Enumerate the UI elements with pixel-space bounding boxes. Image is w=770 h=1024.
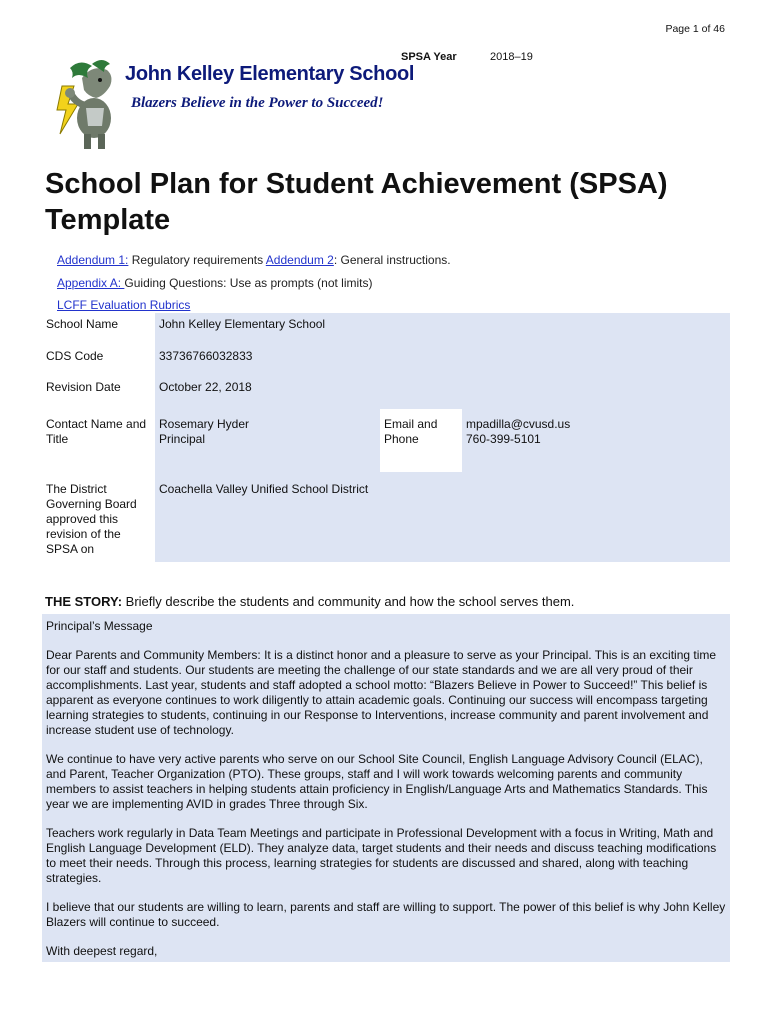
table-row xyxy=(42,345,730,376)
revision-date-label: Revision Date xyxy=(42,376,155,409)
appendix-a-link[interactable]: Appendix A: xyxy=(57,276,125,290)
spsa-year-value: 2018–19 xyxy=(490,51,533,63)
addendum-2-text: : General instructions. xyxy=(333,253,451,267)
story-prompt-text: Briefly describe the students and community and how the school serves them. xyxy=(122,594,575,609)
appendix-reference-line xyxy=(57,276,372,290)
email-phone-value[interactable] xyxy=(462,409,730,472)
message-title: Principal’s Message xyxy=(46,619,153,633)
message-paragraph: We continue to have very active parents who serve on our School Site Council, English Language Advisory Council (ELAC), and Parent, Teacher Organization (PTO). These groups, staff and I will work towards welcoming parents and community members to assist teachers in helping students attain proficiency in English/Language Arts and Mathematics Standards. This year we are implementing AVID in grades Three through Six. xyxy=(46,752,708,811)
cds-code-label: CDS Code xyxy=(42,345,155,376)
page-number: Page 1 of 46 xyxy=(665,23,725,35)
message-paragraph: I believe that our students are willing to learn, parents and staff are willing to support. The power of this belief is why John Kelley Blazers will continue to succeed. xyxy=(46,900,726,929)
logo-school-name: John Kelley Elementary School xyxy=(125,63,415,85)
appendix-a-text: Guiding Questions: Use as prompts (not limits) xyxy=(124,276,373,290)
logo-motto: Blazers Believe in the Power to Succeed! xyxy=(131,95,384,111)
table-row xyxy=(42,376,730,409)
addendum-reference-line xyxy=(57,253,451,267)
table-row xyxy=(42,313,730,345)
rubrics-reference-line xyxy=(57,298,190,312)
principal-message-box[interactable] xyxy=(42,614,730,962)
spsa-year-label: SPSA Year xyxy=(401,51,457,63)
email-phone-label: Email and Phone xyxy=(380,409,462,472)
school-info-table xyxy=(42,313,730,562)
message-paragraph: Dear Parents and Community Members: It is a distinct honor and a pleasure to serve as your Principal. This is an exciting time for our staff and students. Our students are meeting the challenge of our state standards and we are all very proud of their accomplishments. Last year, students and staff adopted a school motto: “Blazers Believe in Power to Succeed!” This belief is apparent as everyone continues to work diligently to attain academic goals. Continuing our success will encompass targeting learning strategies to students, continuing in our Response to Interventions, increase community and parent involvement and increase student use of technology. xyxy=(46,648,717,737)
phone-value: 760-399-5101 xyxy=(466,432,541,446)
table-row xyxy=(42,409,730,472)
board-approval-value[interactable]: Coachella Valley Unified School District xyxy=(155,472,730,562)
addendum-1-link[interactable]: Addendum 1: xyxy=(57,253,129,267)
page-title: School Plan for Student Achievement (SPSA) Template xyxy=(45,168,668,236)
story-prompt xyxy=(45,594,574,609)
cds-code-value[interactable]: 33736766032833 xyxy=(155,345,730,376)
addendum-1-text: Regulatory requirements xyxy=(128,253,266,267)
contact-title: Principal xyxy=(159,432,206,446)
school-name-label: School Name xyxy=(42,313,155,345)
contact-value[interactable] xyxy=(155,409,380,472)
mustang-mascot-icon xyxy=(52,56,132,151)
lcff-rubrics-link[interactable]: LCFF Evaluation Rubrics xyxy=(57,298,191,312)
story-heading: THE STORY: xyxy=(45,594,123,609)
email-value: mpadilla@cvusd.us xyxy=(466,417,571,431)
contact-name: Rosemary Hyder xyxy=(159,417,250,431)
revision-date-value[interactable]: October 22, 2018 xyxy=(155,376,730,409)
school-name-value[interactable]: John Kelley Elementary School xyxy=(155,313,730,345)
board-approval-label: The District Governing Board approved this revision of the SPSA on xyxy=(42,472,155,562)
addendum-2-link[interactable]: Addendum 2 xyxy=(265,253,334,267)
table-row xyxy=(42,472,730,562)
message-closing: With deepest regard, xyxy=(46,944,158,958)
message-paragraph: Teachers work regularly in Data Team Meetings and participate in Professional Development with a focus in Writing, Math and English Language Development (ELD). They analyze data, target students and their needs and discuss teaching modifications to meet their needs. Through this process, learning strategies for students are discussed and shared, along with teaching strategies. xyxy=(46,826,717,885)
contact-label: Contact Name and Title xyxy=(42,409,155,472)
